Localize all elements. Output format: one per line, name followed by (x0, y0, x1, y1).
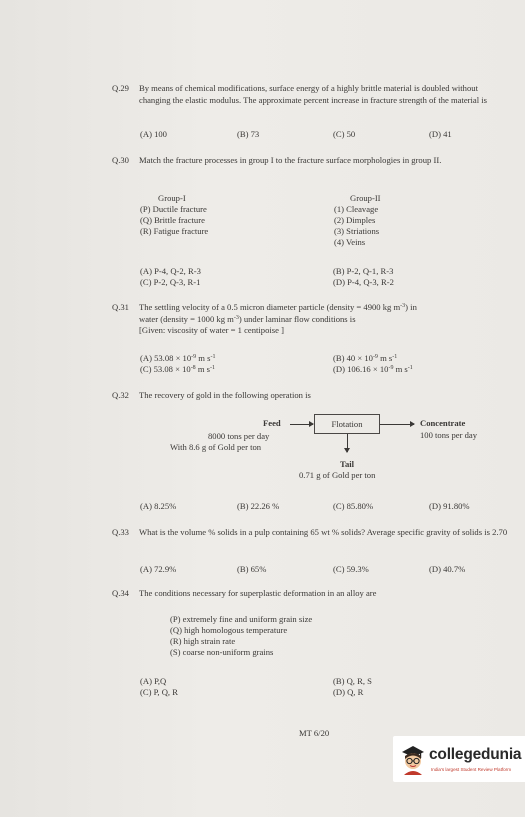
tail-gold: 0.71 g of Gold per ton (299, 470, 376, 480)
collegedunia-logo[interactable] (393, 736, 525, 782)
option-c[interactable]: (C) 59.3% (333, 564, 369, 574)
option-d[interactable]: (D) 41 (429, 129, 452, 139)
question-number: Q.29 (112, 83, 129, 93)
feed-label: Feed (263, 418, 281, 428)
question-text: What is the volume % solids in a pulp containing 65 wt % solids? Average specific gravity of solids is 2.70 (139, 527, 508, 537)
option-b[interactable]: (B) 65% (237, 564, 267, 574)
question-text: Match the fracture processes in group I to the fracture surface morphologies in group II. (139, 155, 442, 165)
option-a[interactable]: (A) 8.25% (140, 501, 177, 511)
feed-rate: 8000 tons per day (208, 431, 270, 441)
concentrate-arrow (380, 424, 414, 425)
question-34 (112, 588, 510, 600)
question-number: Q.30 (112, 155, 129, 165)
question-31 (112, 302, 510, 337)
option-a[interactable]: (A) 100 (140, 129, 167, 139)
condition-item: (S) coarse non-uniform grains (170, 647, 274, 657)
question-text: By means of chemical modifications, surface energy of a highly brittle material is doubled without changing the elastic modulus. The approximate percent increase in fracture strength of the material is (139, 83, 487, 105)
question-text: The conditions necessary for superplastic deformation in an alloy are (139, 588, 377, 598)
question-number: Q.33 (112, 527, 129, 537)
group-1-item: (Q) Brittle fracture (140, 215, 205, 225)
option-a[interactable]: (A) P,Q (140, 676, 167, 686)
tail-label: Tail (340, 459, 355, 469)
option-b[interactable]: (B) $40 \times 10^{-9}$ m $s^{-1}$ (333, 353, 398, 363)
option-a[interactable]: (A) P-4, Q-2, R-3 (140, 266, 201, 276)
option-c[interactable]: (C) P-2, Q-3, R-1 (140, 277, 201, 287)
option-d[interactable]: (D) 91.80% (429, 501, 470, 511)
logo-tagline: India's largest Student Review Platform (431, 767, 512, 772)
option-b[interactable]: (B) 22.26 % (237, 501, 280, 511)
question-30 (112, 155, 510, 167)
group-2-title: Group-II (350, 193, 381, 203)
question-number: Q.34 (112, 588, 129, 598)
option-b[interactable]: (B) 73 (237, 129, 260, 139)
option-d[interactable]: (D) Q, R (333, 687, 364, 697)
page-number: MT 6/20 (299, 728, 330, 738)
question-text: The settling velocity of a 0.5 micron diameter particle (density = 4900 kg $m^{-3}$) in water (density = 1000 kg $m^{-3}$) under laminar flow conditions is [Given: viscosity of water = 1 centipoise ] (139, 302, 417, 336)
option-c[interactable]: (C) $53.08 \times 10^{-8}$ m $s^{-1}$ (140, 364, 216, 374)
question-text: The recovery of gold in the following operation is (139, 390, 311, 400)
option-b[interactable]: (B) Q, R, S (333, 676, 372, 686)
option-d[interactable]: (D) 40.7% (429, 564, 466, 574)
feed-gold: With 8.6 g of Gold per ton (170, 442, 262, 452)
group-1-item: (P) Ductile fracture (140, 204, 207, 214)
question-29 (112, 83, 510, 106)
flotation-box (314, 414, 380, 434)
student-avatar-icon (399, 743, 427, 775)
group-2-item: (3) Striations (334, 226, 380, 236)
group-1-title: Group-I (158, 193, 186, 203)
process-label: Flotation (331, 419, 363, 429)
condition-item: (P) extremely fine and uniform grain size (170, 614, 313, 624)
condition-item: (Q) high homologous temperature (170, 625, 288, 635)
option-a[interactable]: (A) 72.9% (140, 564, 177, 574)
feed-arrow (290, 424, 313, 425)
concentrate-label: Concentrate (420, 418, 466, 428)
question-number: Q.31 (112, 302, 129, 312)
concentrate-rate: 100 tons per day (420, 430, 478, 440)
option-c[interactable]: (C) 85.80% (333, 501, 374, 511)
group-2-item: (1) Cleavage (334, 204, 379, 214)
logo-name: collegedunia (429, 746, 522, 763)
group-1-item: (R) Fatigue fracture (140, 226, 209, 236)
option-d[interactable]: (D) P-4, Q-3, R-2 (333, 277, 394, 287)
question-32 (112, 390, 510, 402)
question-33 (112, 527, 510, 539)
group-2-item: (4) Veins (334, 237, 366, 247)
question-number: Q.32 (112, 390, 129, 400)
option-b[interactable]: (B) P-2, Q-1, R-3 (333, 266, 394, 276)
option-c[interactable]: (C) 50 (333, 129, 356, 139)
group-2-item: (2) Dimples (334, 215, 376, 225)
tail-arrow (347, 434, 348, 452)
option-d[interactable]: (D) $106.16 \times 10^{-9}$ m $s^{-1}$ (333, 364, 413, 374)
option-c[interactable]: (C) P, Q, R (140, 687, 178, 697)
option-a[interactable]: (A) $53.08 \times 10^{-9}$ m $s^{-1}$ (140, 353, 216, 363)
condition-item: (R) high strain rate (170, 636, 236, 646)
